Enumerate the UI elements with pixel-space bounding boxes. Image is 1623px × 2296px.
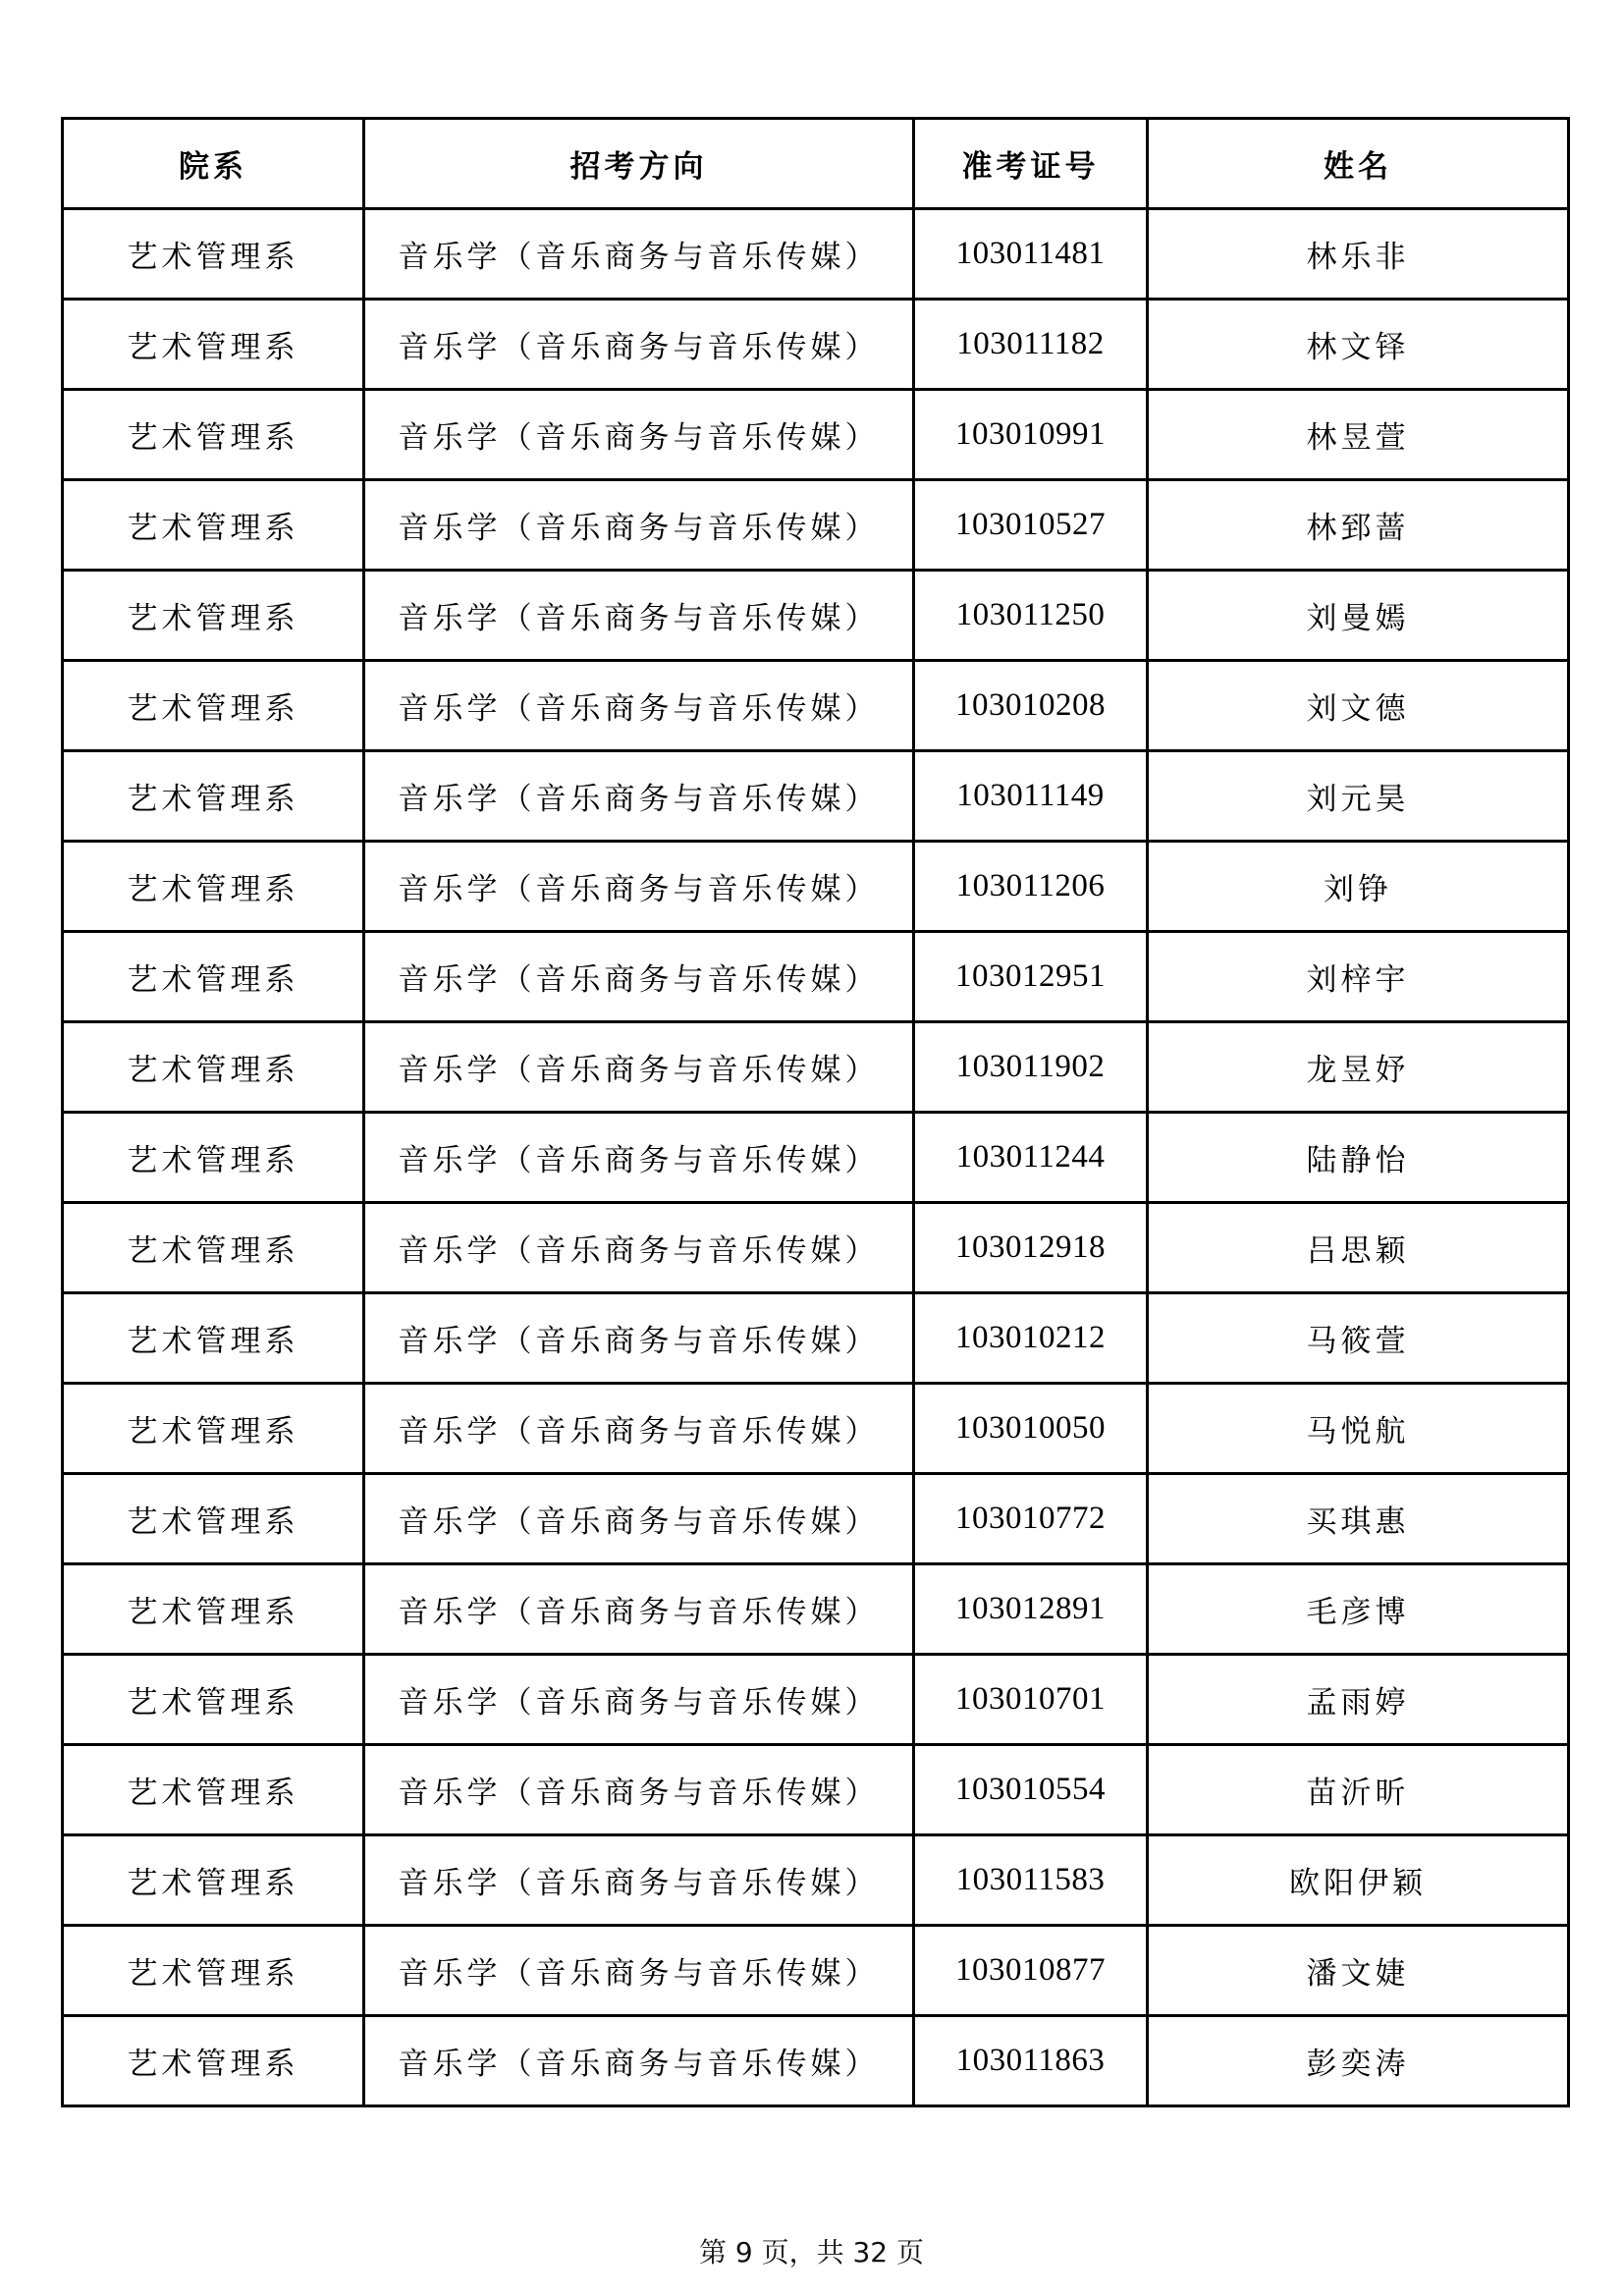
cell-department: 艺术管理系 — [63, 1113, 364, 1203]
cell-name: 苗沂昕 — [1148, 1745, 1569, 1835]
cell-department: 艺术管理系 — [63, 1384, 364, 1474]
cell-department: 艺术管理系 — [63, 1474, 364, 1564]
cell-exam-id: 103010772 — [914, 1474, 1148, 1564]
cell-name: 潘文婕 — [1148, 1926, 1569, 2016]
cell-name: 毛彦博 — [1148, 1564, 1569, 1655]
table-row — [63, 1293, 1569, 1384]
cell-exam-id: 103012891 — [914, 1564, 1148, 1655]
table-row — [63, 1745, 1569, 1835]
table-row — [63, 1474, 1569, 1564]
header-exam-id: 准考证号 — [914, 119, 1148, 209]
cell-name: 林乐非 — [1148, 209, 1569, 300]
table-row — [63, 1564, 1569, 1655]
cell-direction: 音乐学（音乐商务与音乐传媒） — [364, 1293, 914, 1384]
table-row — [63, 842, 1569, 932]
cell-name: 刘文德 — [1148, 661, 1569, 751]
cell-name: 马悦航 — [1148, 1384, 1569, 1474]
table-row — [63, 2016, 1569, 2106]
header-direction: 招考方向 — [364, 119, 914, 209]
cell-direction: 音乐学（音乐商务与音乐传媒） — [364, 1113, 914, 1203]
cell-name: 林昱萱 — [1148, 390, 1569, 480]
cell-direction: 音乐学（音乐商务与音乐传媒） — [364, 300, 914, 390]
cell-department: 艺术管理系 — [63, 932, 364, 1022]
table-row — [63, 1203, 1569, 1293]
cell-direction: 音乐学（音乐商务与音乐传媒） — [364, 1384, 914, 1474]
cell-name: 刘曼嫣 — [1148, 571, 1569, 661]
table-row — [63, 1835, 1569, 1926]
cell-exam-id: 103010527 — [914, 480, 1148, 571]
page-number: 第 9 页，共 32 页 — [698, 2236, 925, 2269]
cell-exam-id: 103011481 — [914, 209, 1148, 300]
cell-direction: 音乐学（音乐商务与音乐传媒） — [364, 390, 914, 480]
cell-name: 刘元昊 — [1148, 751, 1569, 842]
table-body — [63, 209, 1569, 2106]
table-row — [63, 751, 1569, 842]
cell-department: 艺术管理系 — [63, 571, 364, 661]
cell-name: 刘铮 — [1148, 842, 1569, 932]
cell-exam-id: 103010877 — [914, 1926, 1148, 2016]
cell-department: 艺术管理系 — [63, 1835, 364, 1926]
table-row — [63, 661, 1569, 751]
cell-exam-id: 103012951 — [914, 932, 1148, 1022]
table-row — [63, 480, 1569, 571]
cell-department: 艺术管理系 — [63, 1564, 364, 1655]
cell-exam-id: 103011206 — [914, 842, 1148, 932]
cell-department: 艺术管理系 — [63, 1745, 364, 1835]
cell-exam-id: 103011244 — [914, 1113, 1148, 1203]
cell-department: 艺术管理系 — [63, 1203, 364, 1293]
cell-department: 艺术管理系 — [63, 480, 364, 571]
cell-exam-id: 103011863 — [914, 2016, 1148, 2106]
cell-exam-id: 103010208 — [914, 661, 1148, 751]
table-row — [63, 1926, 1569, 2016]
cell-direction: 音乐学（音乐商务与音乐传媒） — [364, 1655, 914, 1745]
cell-direction: 音乐学（音乐商务与音乐传媒） — [364, 571, 914, 661]
cell-direction: 音乐学（音乐商务与音乐传媒） — [364, 1203, 914, 1293]
cell-name: 林文铎 — [1148, 300, 1569, 390]
table-row — [63, 1655, 1569, 1745]
cell-exam-id: 103010991 — [914, 390, 1148, 480]
cell-exam-id: 103010554 — [914, 1745, 1148, 1835]
cell-name: 马筱萱 — [1148, 1293, 1569, 1384]
cell-direction: 音乐学（音乐商务与音乐传媒） — [364, 1926, 914, 2016]
table-row — [63, 571, 1569, 661]
cell-direction: 音乐学（音乐商务与音乐传媒） — [364, 1564, 914, 1655]
cell-exam-id: 103011583 — [914, 1835, 1148, 1926]
cell-exam-id: 103010050 — [914, 1384, 1148, 1474]
cell-name: 彭奕涛 — [1148, 2016, 1569, 2106]
cell-department: 艺术管理系 — [63, 1293, 364, 1384]
table-row — [63, 1384, 1569, 1474]
cell-name: 龙昱妤 — [1148, 1022, 1569, 1113]
cell-exam-id: 103011149 — [914, 751, 1148, 842]
cell-department: 艺术管理系 — [63, 300, 364, 390]
cell-department: 艺术管理系 — [63, 1655, 364, 1745]
cell-department: 艺术管理系 — [63, 2016, 364, 2106]
cell-exam-id: 103011250 — [914, 571, 1148, 661]
cell-name: 买琪惠 — [1148, 1474, 1569, 1564]
cell-name: 林郅蔷 — [1148, 480, 1569, 571]
cell-direction: 音乐学（音乐商务与音乐传媒） — [364, 661, 914, 751]
header-name: 姓名 — [1148, 119, 1569, 209]
cell-direction: 音乐学（音乐商务与音乐传媒） — [364, 1745, 914, 1835]
cell-direction: 音乐学（音乐商务与音乐传媒） — [364, 932, 914, 1022]
cell-department: 艺术管理系 — [63, 751, 364, 842]
table-row — [63, 390, 1569, 480]
cell-exam-id: 103010212 — [914, 1293, 1148, 1384]
cell-exam-id: 103011182 — [914, 300, 1148, 390]
header-department: 院系 — [63, 119, 364, 209]
cell-name: 陆静怡 — [1148, 1113, 1569, 1203]
cell-name: 吕思颖 — [1148, 1203, 1569, 1293]
table-row — [63, 209, 1569, 300]
cell-department: 艺术管理系 — [63, 1022, 364, 1113]
cell-direction: 音乐学（音乐商务与音乐传媒） — [364, 1835, 914, 1926]
cell-name: 孟雨婷 — [1148, 1655, 1569, 1745]
cell-department: 艺术管理系 — [63, 390, 364, 480]
cell-direction: 音乐学（音乐商务与音乐传媒） — [364, 1022, 914, 1113]
cell-department: 艺术管理系 — [63, 209, 364, 300]
cell-exam-id: 103011902 — [914, 1022, 1148, 1113]
table-row — [63, 300, 1569, 390]
cell-direction: 音乐学（音乐商务与音乐传媒） — [364, 751, 914, 842]
cell-exam-id: 103010701 — [914, 1655, 1148, 1745]
cell-department: 艺术管理系 — [63, 661, 364, 751]
cell-name: 欧阳伊颖 — [1148, 1835, 1569, 1926]
cell-direction: 音乐学（音乐商务与音乐传媒） — [364, 842, 914, 932]
cell-exam-id: 103012918 — [914, 1203, 1148, 1293]
cell-department: 艺术管理系 — [63, 842, 364, 932]
table-row — [63, 1113, 1569, 1203]
cell-direction: 音乐学（音乐商务与音乐传媒） — [364, 1474, 914, 1564]
cell-direction: 音乐学（音乐商务与音乐传媒） — [364, 480, 914, 571]
cell-direction: 音乐学（音乐商务与音乐传媒） — [364, 209, 914, 300]
cell-department: 艺术管理系 — [63, 1926, 364, 2016]
cell-name: 刘梓宇 — [1148, 932, 1569, 1022]
table-row — [63, 1022, 1569, 1113]
table-row — [63, 932, 1569, 1022]
admission-list-table — [61, 117, 1570, 2107]
cell-direction: 音乐学（音乐商务与音乐传媒） — [364, 2016, 914, 2106]
table-header-row — [63, 119, 1569, 209]
